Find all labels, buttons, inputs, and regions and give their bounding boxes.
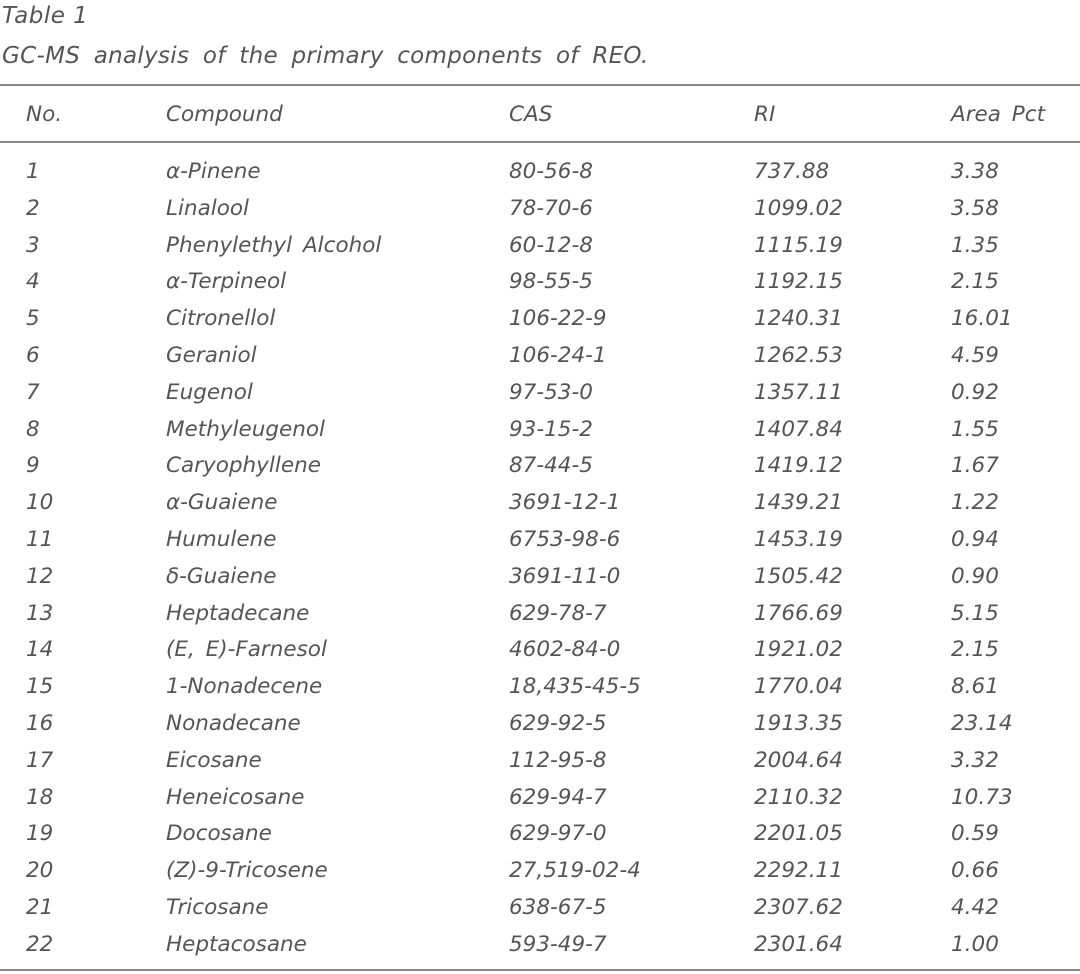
row-compound: Heptadecane — [166, 600, 310, 626]
row-area-pct: 8.61 — [951, 674, 999, 700]
row-ri: 2307.62 — [754, 895, 843, 920]
row-area-pct: 3.38 — [951, 159, 999, 184]
table-row — [0, 374, 1080, 411]
row-compound: Eugenol — [166, 379, 253, 405]
row-area-pct: 5.15 — [951, 600, 999, 626]
table-row — [0, 153, 1080, 190]
row-cas: 629-78-7 — [509, 600, 607, 626]
table-row — [0, 263, 1080, 300]
row-ri: 1439.21 — [754, 490, 843, 516]
row-compound: δ-Guaiene — [166, 563, 277, 589]
row-compound: α-Pinene — [166, 159, 261, 184]
row-compound: α-Guaiene — [166, 490, 278, 516]
row-ri: 1357.11 — [754, 379, 843, 405]
row-no: 11 — [26, 527, 54, 552]
row-area-pct: 2.15 — [951, 269, 999, 295]
table-row — [0, 926, 1080, 963]
row-compound: 1-Nonadecene — [166, 674, 323, 700]
row-ri: 1192.15 — [754, 269, 843, 295]
row-compound: Docosane — [166, 821, 272, 847]
row-area-pct: 10.73 — [951, 784, 1013, 810]
row-ri: 1407.84 — [754, 416, 843, 442]
table-row — [0, 779, 1080, 816]
row-compound: Heneicosane — [166, 784, 305, 810]
row-ri: 1921.02 — [754, 637, 843, 663]
row-ri: 1262.53 — [754, 343, 843, 368]
row-cas: 106-24-1 — [509, 343, 607, 368]
table-row — [0, 300, 1080, 337]
row-compound: (Z)-9-Tricosene — [166, 858, 328, 884]
row-no: 5 — [26, 306, 40, 332]
row-cas: 629-92-5 — [509, 711, 607, 736]
row-area-pct: 3.58 — [951, 195, 999, 221]
table-row — [0, 521, 1080, 558]
bottom-rule — [0, 969, 1080, 971]
table-row — [0, 484, 1080, 521]
row-no: 4 — [26, 269, 40, 295]
row-no: 14 — [26, 637, 54, 663]
row-compound: Phenylethyl Alcohol — [166, 232, 382, 258]
row-compound: Tricosane — [166, 895, 269, 920]
row-compound: Eicosane — [166, 747, 262, 773]
row-no: 17 — [26, 747, 54, 773]
row-no: 7 — [26, 379, 40, 405]
row-cas: 3691-11-0 — [509, 563, 621, 589]
row-area-pct: 1.22 — [951, 490, 999, 516]
row-cas: 4602-84-0 — [509, 637, 621, 663]
row-compound: Heptacosane — [166, 931, 307, 957]
row-cas: 93-15-2 — [509, 416, 593, 442]
row-ri: 1115.19 — [754, 232, 843, 258]
row-no: 8 — [26, 416, 40, 442]
row-area-pct: 1.55 — [951, 416, 999, 442]
table-number: Table 1 — [2, 3, 89, 29]
row-compound: Linalool — [166, 195, 250, 221]
row-ri: 2004.64 — [754, 747, 843, 773]
row-ri: 1419.12 — [754, 453, 843, 479]
table-row — [0, 227, 1080, 264]
row-no: 18 — [26, 784, 54, 810]
table-row — [0, 668, 1080, 705]
header-no: No. — [26, 102, 63, 127]
row-area-pct: 1.67 — [951, 453, 999, 479]
row-cas: 27,519-02-4 — [509, 858, 641, 884]
row-ri: 2110.32 — [754, 784, 843, 810]
row-area-pct: 2.15 — [951, 637, 999, 663]
row-area-pct: 23.14 — [951, 711, 1013, 736]
table-row — [0, 852, 1080, 889]
row-ri: 1099.02 — [754, 195, 843, 221]
row-no: 1 — [26, 159, 40, 184]
row-cas: 18,435-45-5 — [509, 674, 641, 700]
table-row — [0, 815, 1080, 852]
row-cas: 98-55-5 — [509, 269, 593, 295]
row-ri: 2201.05 — [754, 821, 843, 847]
row-area-pct: 0.59 — [951, 821, 999, 847]
row-no: 6 — [26, 343, 40, 368]
row-ri: 2292.11 — [754, 858, 843, 884]
row-ri: 1766.69 — [754, 600, 843, 626]
row-cas: 593-49-7 — [509, 931, 607, 957]
row-no: 15 — [26, 674, 54, 700]
row-area-pct: 0.90 — [951, 563, 999, 589]
row-compound: (E, E)-Farnesol — [166, 637, 327, 663]
row-area-pct: 0.92 — [951, 379, 999, 405]
row-ri: 1913.35 — [754, 711, 843, 736]
header-compound: Compound — [166, 102, 283, 127]
table-row — [0, 411, 1080, 448]
table-row — [0, 337, 1080, 374]
table-row — [0, 705, 1080, 742]
row-no: 12 — [26, 563, 54, 589]
header-ri: RI — [754, 102, 776, 127]
row-area-pct: 4.59 — [951, 343, 999, 368]
row-cas: 3691-12-1 — [509, 490, 621, 516]
row-cas: 106-22-9 — [509, 306, 607, 332]
row-ri: 1770.04 — [754, 674, 843, 700]
row-cas: 112-95-8 — [509, 747, 607, 773]
row-compound: Nonadecane — [166, 711, 301, 736]
row-no: 16 — [26, 711, 54, 736]
row-cas: 60-12-8 — [509, 232, 593, 258]
row-area-pct: 16.01 — [951, 306, 1013, 332]
row-no: 13 — [26, 600, 54, 626]
row-area-pct: 1.00 — [951, 931, 999, 957]
header-cas: CAS — [509, 102, 553, 127]
row-ri: 1453.19 — [754, 527, 843, 552]
row-no: 22 — [26, 931, 54, 957]
row-cas: 97-53-0 — [509, 379, 593, 405]
row-no: 3 — [26, 232, 40, 258]
row-area-pct: 3.32 — [951, 747, 999, 773]
row-compound: α-Terpineol — [166, 269, 287, 295]
row-no: 20 — [26, 858, 54, 884]
row-cas: 78-70-6 — [509, 195, 593, 221]
row-no: 9 — [26, 453, 40, 479]
row-ri: 1505.42 — [754, 563, 843, 589]
table-caption: GC-MS analysis of the primary components of REO. — [2, 43, 649, 69]
header-area-pct: Area Pct — [951, 102, 1045, 127]
row-area-pct: 1.35 — [951, 232, 999, 258]
row-cas: 629-94-7 — [509, 784, 607, 810]
table-row — [0, 190, 1080, 227]
row-compound: Humulene — [166, 527, 277, 552]
table-row — [0, 447, 1080, 484]
table-row — [0, 889, 1080, 926]
row-cas: 6753-98-6 — [509, 527, 621, 552]
row-no: 10 — [26, 490, 54, 516]
row-cas: 87-44-5 — [509, 453, 593, 479]
row-area-pct: 0.66 — [951, 858, 999, 884]
row-ri: 737.88 — [754, 159, 830, 184]
row-area-pct: 0.94 — [951, 527, 999, 552]
row-compound: Caryophyllene — [166, 453, 321, 479]
row-ri: 2301.64 — [754, 931, 843, 957]
row-cas: 638-67-5 — [509, 895, 607, 920]
table-row — [0, 595, 1080, 632]
row-no: 21 — [26, 895, 54, 920]
row-cas: 629-97-0 — [509, 821, 607, 847]
row-no: 19 — [26, 821, 54, 847]
row-compound: Methyleugenol — [166, 416, 326, 442]
table-row — [0, 558, 1080, 595]
table-row — [0, 631, 1080, 668]
row-no: 2 — [26, 195, 40, 221]
row-area-pct: 4.42 — [951, 895, 999, 920]
row-compound: Geraniol — [166, 343, 257, 368]
row-cas: 80-56-8 — [509, 159, 593, 184]
table-row — [0, 742, 1080, 779]
row-compound: Citronellol — [166, 306, 276, 332]
row-ri: 1240.31 — [754, 306, 843, 332]
